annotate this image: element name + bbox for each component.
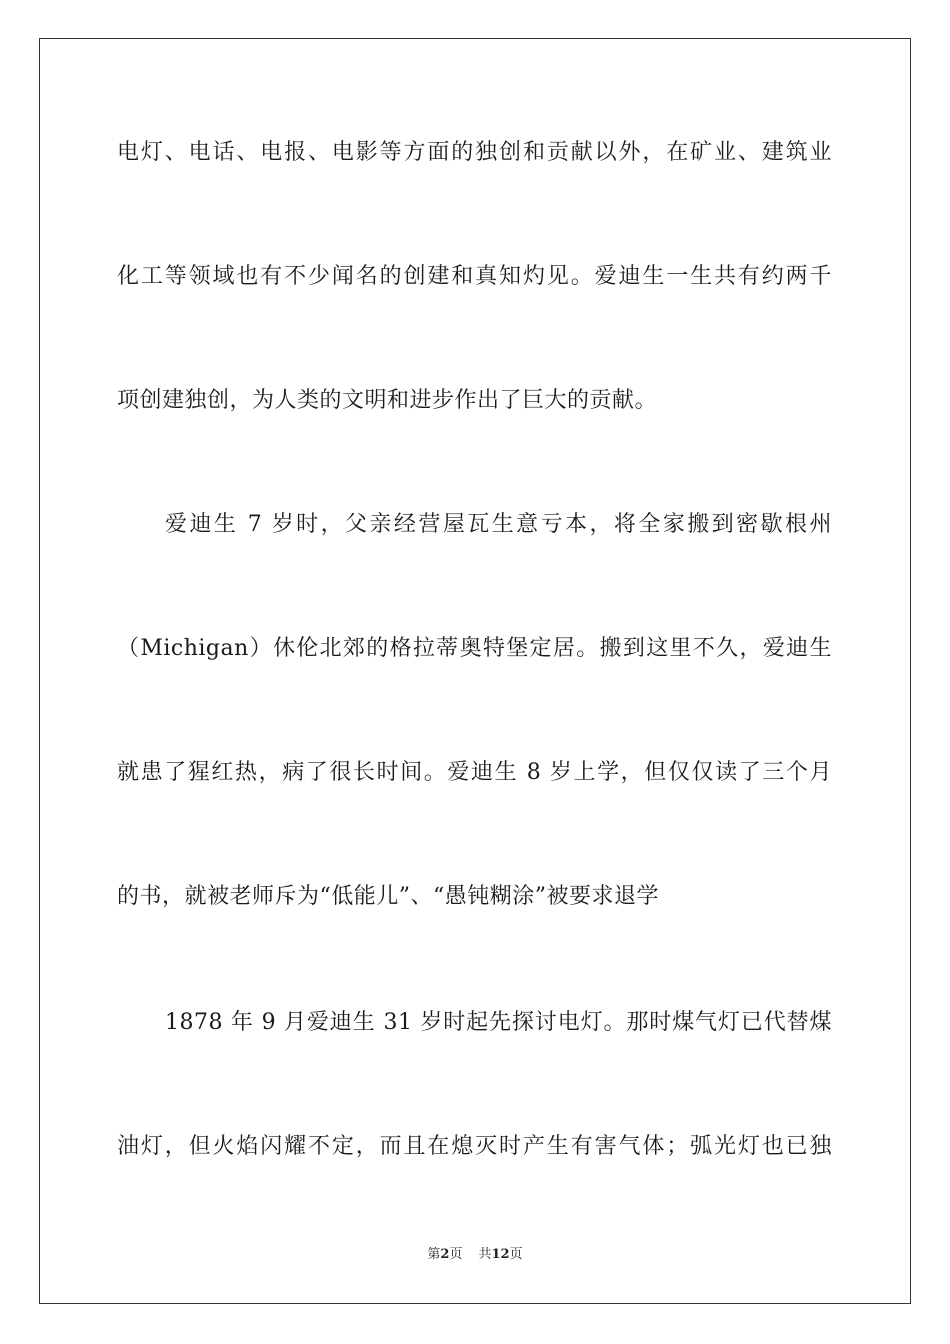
total-pages: 12: [491, 1247, 510, 1262]
body-line-4: 爱迪生 7 岁时，父亲经营屋瓦生意亏本，将全家搬到密歇根州: [165, 512, 832, 537]
page-number: 2: [440, 1247, 450, 1262]
body-line-9: 油灯，但火焰闪耀不定，而且在熄灭时产生有害气体；弧光灯也已独: [117, 1134, 832, 1159]
page-footer: [0, 1246, 950, 1264]
body-line-5: （Michigan）休伦北郊的格拉蒂奥特堡定居。搬到这里不久，爱迪生: [117, 636, 832, 661]
page-prefix: 第: [427, 1247, 441, 1262]
body-line-8: 1878 年 9 月爱迪生 31 岁时起先探讨电灯。那时煤气灯已代替煤: [165, 1010, 832, 1035]
body-line-6: 就患了猩红热，病了很长时间。爱迪生 8 岁上学，但仅仅读了三个月: [117, 760, 832, 785]
body-line-3: 项创建独创，为人类的文明和进步作出了巨大的贡献。: [117, 388, 658, 413]
page-border: [39, 38, 911, 1304]
body-line-2: 化工等领域也有不少闻名的创建和真知灼见。爱迪生一生共有约两千: [117, 264, 832, 289]
total-prefix: 共: [478, 1247, 492, 1262]
body-line-7: 的书，就被老师斥为“低能儿”、“愚钝糊涂”被要求退学: [117, 884, 659, 909]
body-line-1: 电灯、电话、电报、电影等方面的独创和贡献以外，在矿业、建筑业: [117, 140, 832, 165]
page-suffix: 页: [449, 1247, 463, 1262]
total-suffix: 页: [509, 1247, 523, 1262]
